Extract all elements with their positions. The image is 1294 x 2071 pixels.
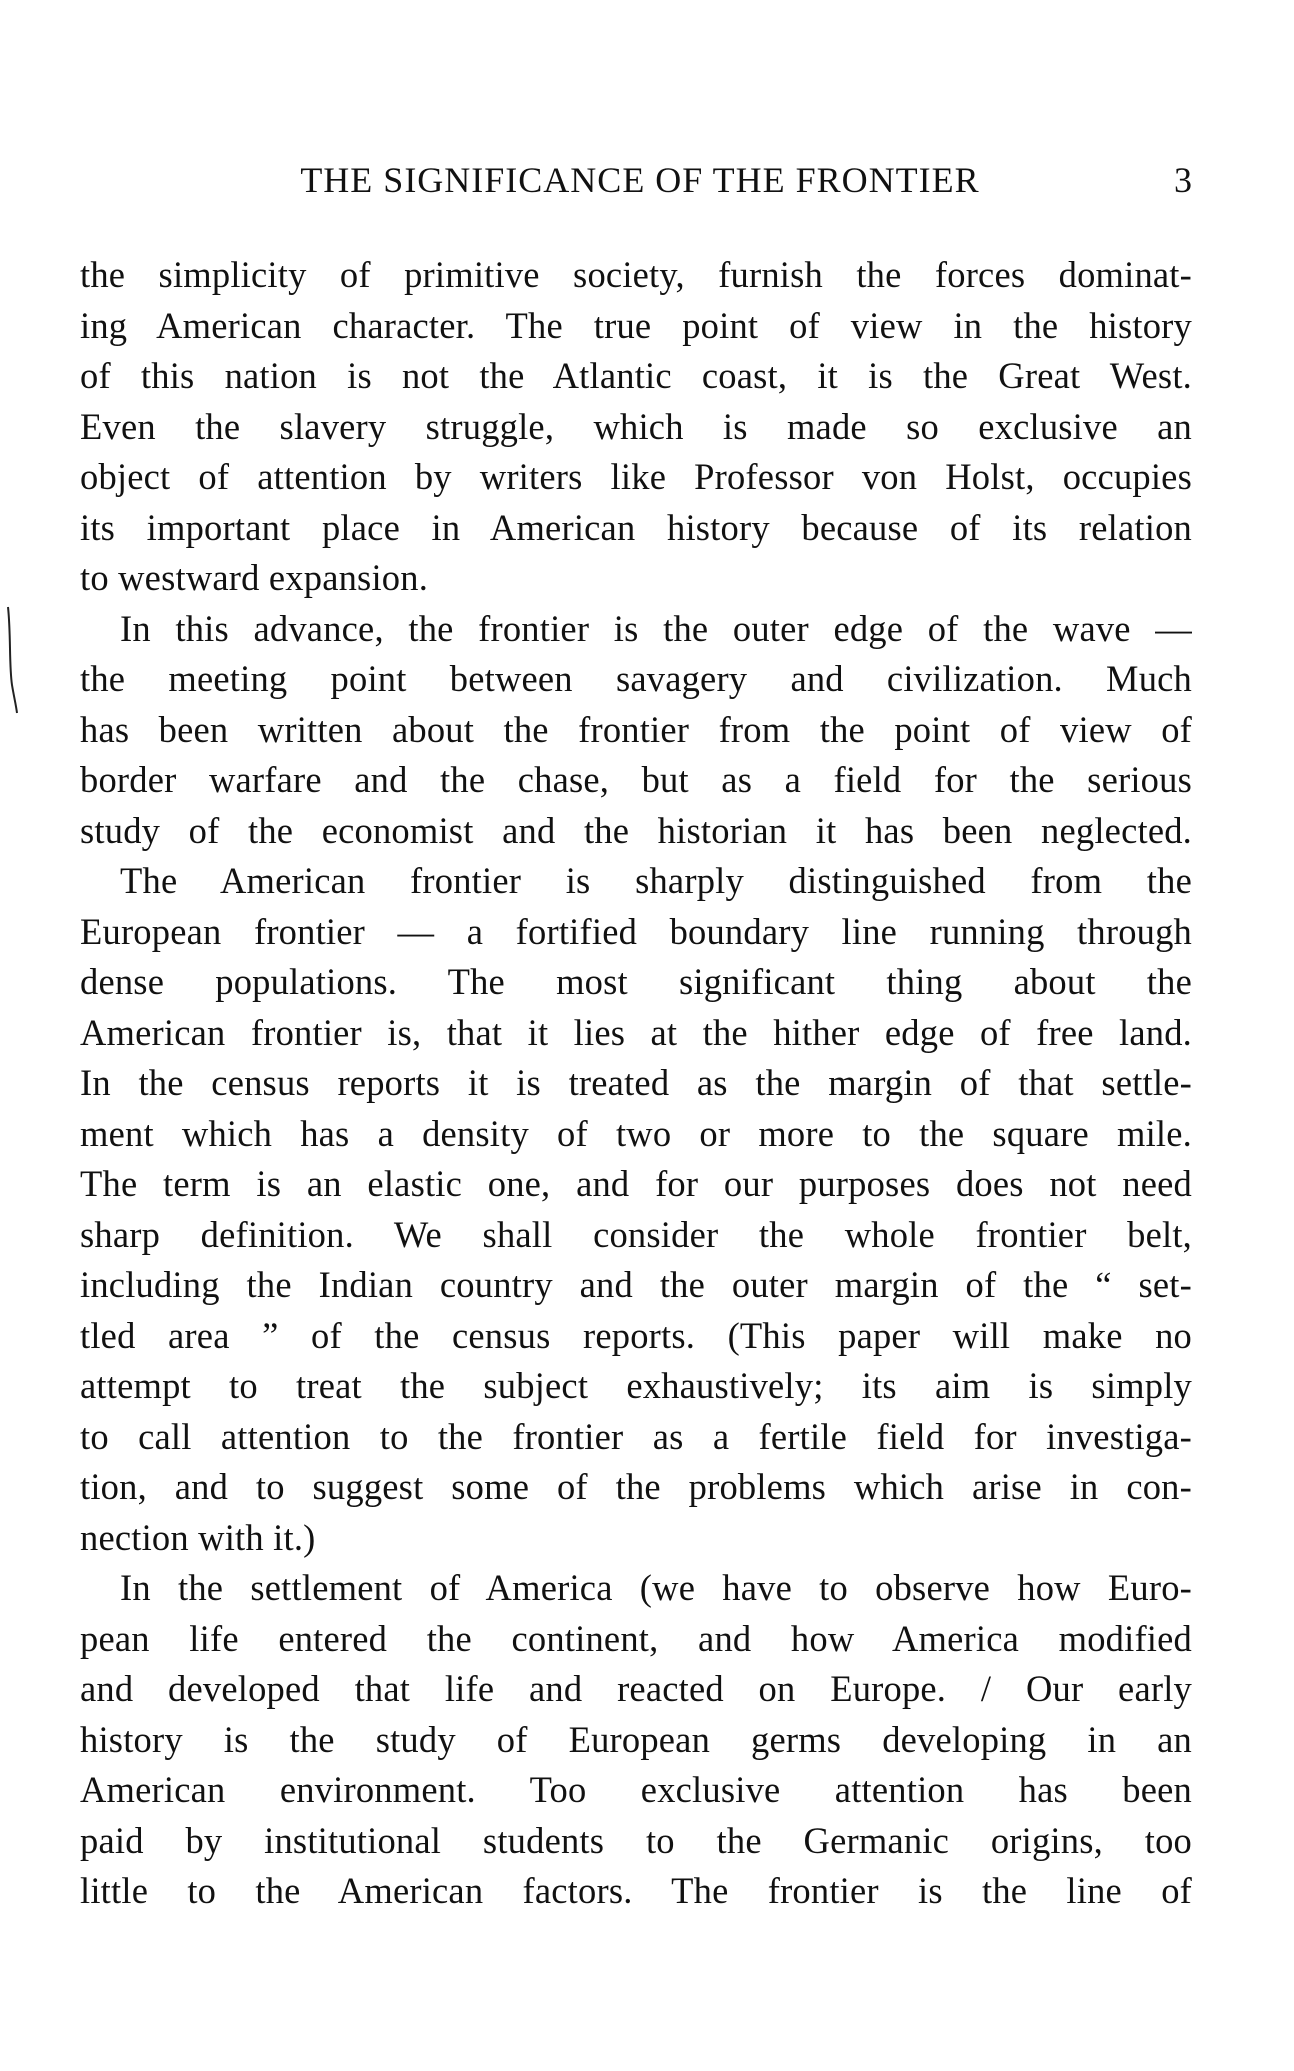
- page-number: 3: [1174, 160, 1192, 200]
- text-line: to call attention to the frontier as a fertile field for investiga-: [80, 1415, 1192, 1457]
- text-line: has been written about the frontier from the point of view of: [80, 708, 1192, 750]
- text-line: little to the American factors. The frontier is the line of: [80, 1870, 1192, 1911]
- text-line: object of attention by writers like Professor von Holst, occupies: [80, 456, 1192, 497]
- running-title: THE SIGNIFICANCE OF THE FRONTIER: [300, 160, 980, 200]
- body-text: [80, 250, 1192, 1917]
- text-line: In this advance, the frontier is the outer edge of the wave —: [120, 607, 1192, 649]
- text-line: attempt to treat the subject exhaustively; its aim is simply: [80, 1365, 1192, 1406]
- text-line: to westward expansion.: [80, 557, 429, 598]
- text-line: In the census reports it is treated as the margin of that settle-: [80, 1062, 1192, 1103]
- text-line: the simplicity of primitive society, furnish the forces dominat-: [80, 254, 1192, 295]
- text-line: dense populations. The most significant thing about the: [80, 961, 1192, 1002]
- text-line: border warfare and the chase, but as a field for the serious: [80, 759, 1192, 800]
- text-line: paid by institutional students to the Germanic origins, too: [80, 1819, 1192, 1861]
- text-line: sharp definition. We shall consider the whole frontier belt,: [80, 1213, 1192, 1255]
- text-line: and developed that life and reacted on Europe. / Our early: [80, 1668, 1192, 1709]
- text-line: European frontier — a fortified boundary line running through: [80, 910, 1192, 952]
- text-line: American frontier is, that it lies at the hither edge of free land.: [80, 1011, 1192, 1053]
- text-line: history is the study of European germs developing in an: [80, 1718, 1192, 1760]
- text-line: In the settlement of America (we have to observe how Euro-: [120, 1567, 1192, 1608]
- text-line: of this nation is not the Atlantic coast, it is the Great West.: [80, 355, 1192, 396]
- text-line: The term is an elastic one, and for our purposes does not need: [80, 1163, 1192, 1204]
- text-line: pean life entered the continent, and how America modified: [80, 1617, 1192, 1659]
- text-line: tled area ” of the census reports. (This paper will make no: [80, 1314, 1192, 1356]
- pencil-margin-mark-icon: [5, 605, 19, 715]
- text-line: American environment. Too exclusive attention has been: [80, 1769, 1192, 1810]
- text-line: including the Indian country and the outer margin of the “ set-: [80, 1264, 1192, 1305]
- text-line: the meeting point between savagery and civilization. Much: [80, 658, 1192, 699]
- text-line: study of the economist and the historian it has been neglected.: [80, 809, 1192, 851]
- text-line: ment which has a density of two or more to the square mile.: [80, 1112, 1192, 1154]
- running-head: [80, 155, 1200, 205]
- text-line: nection with it.): [80, 1516, 316, 1558]
- text-line: tion, and to suggest some of the problems which arise in con-: [80, 1466, 1192, 1507]
- text-line: The American frontier is sharply distinguished from the: [120, 860, 1192, 901]
- text-line: its important place in American history because of its relation: [80, 506, 1192, 548]
- text-line: ing American character. The true point of view in the history: [80, 304, 1192, 346]
- text-line: Even the slavery struggle, which is made so exclusive an: [80, 405, 1192, 447]
